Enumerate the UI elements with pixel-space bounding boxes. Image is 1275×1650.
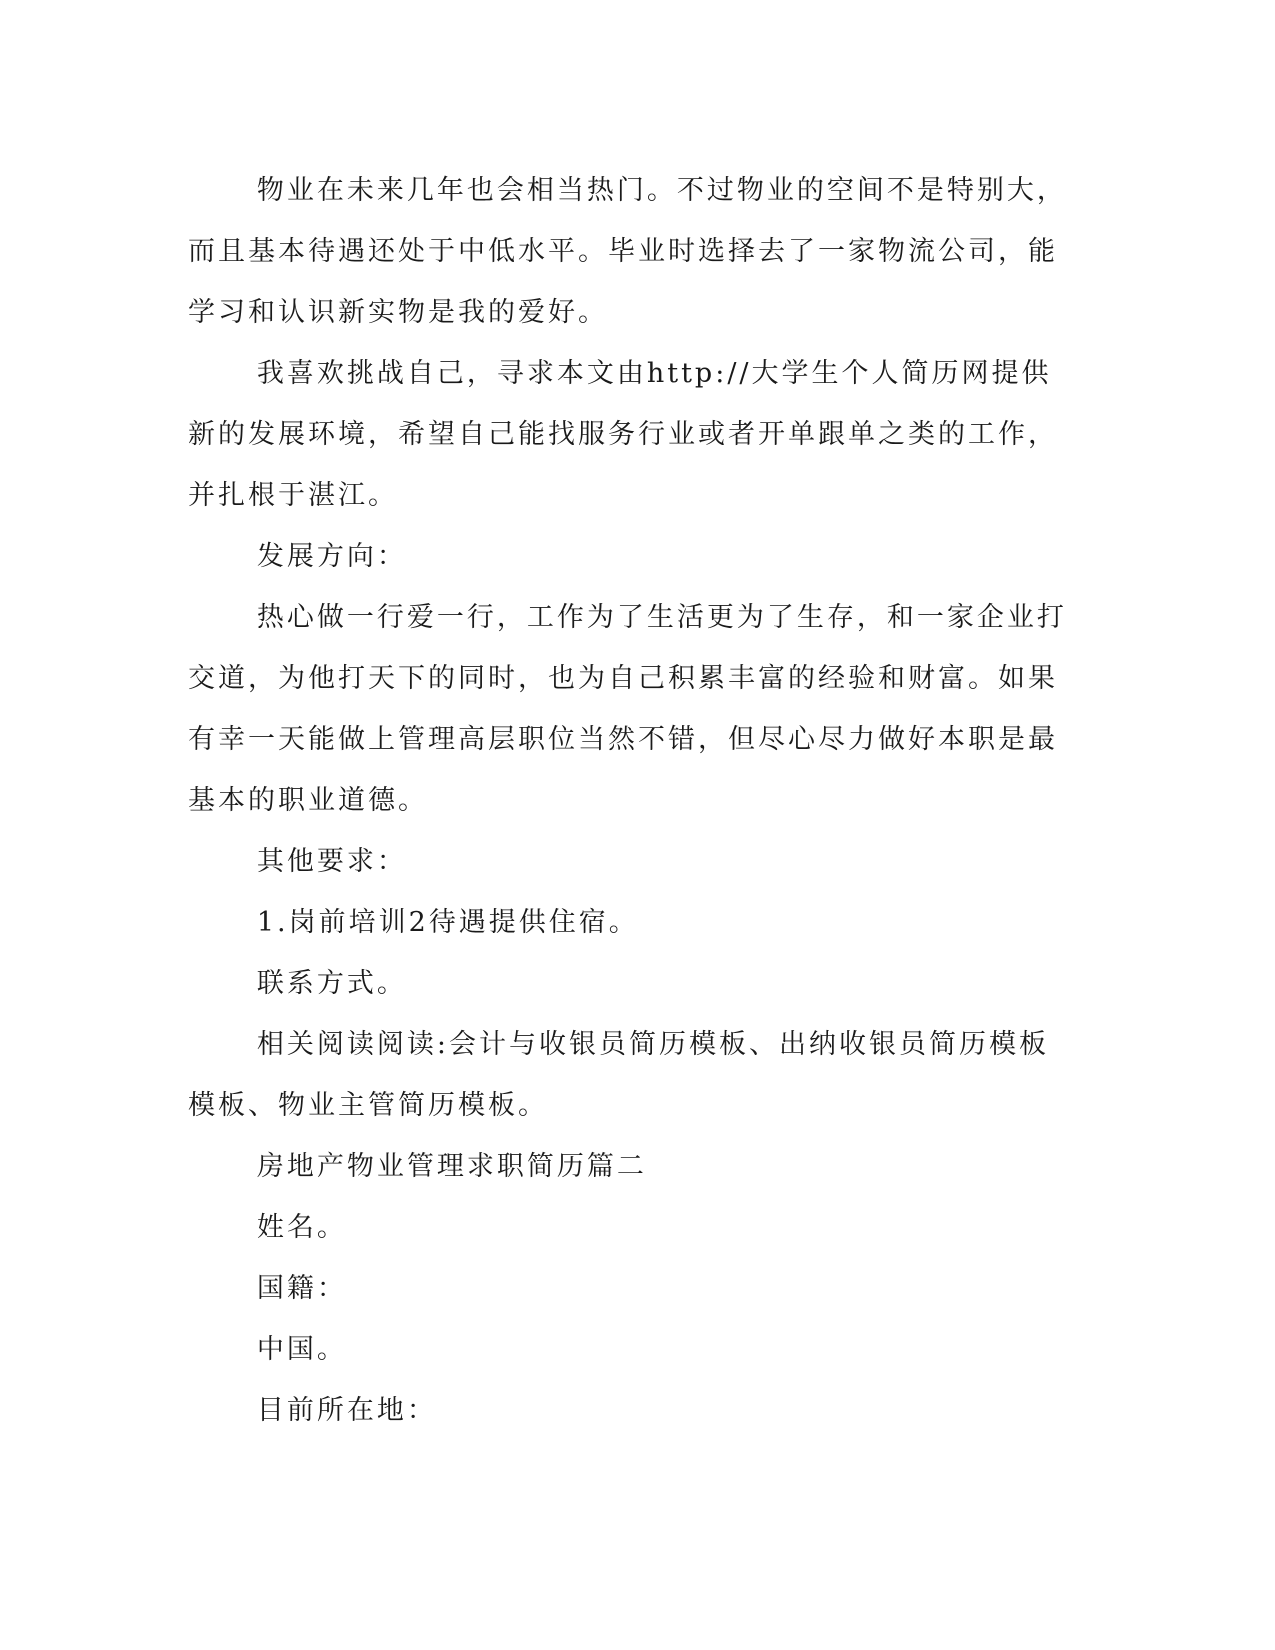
field-current-location-label: 目前所在地： — [256, 1395, 437, 1426]
heading-other-requirements: 其他要求： — [256, 846, 407, 877]
heading-contact-info: 联系方式。 — [256, 968, 407, 999]
heading-development-direction: 发展方向： — [256, 541, 407, 572]
paragraph-career-goal: 我喜欢挑战自己，寻求本文由http://大学生个人简历网提供新的发展环境，希望自己能找服务行业或者开单跟单之类的工作，并扎根于湛江。 — [188, 358, 1058, 511]
paragraph-property-outlook: 物业在未来几年也会相当热门。不过物业的空间不是特别大，而且基本待遇还处于中低水平。毕业时选择去了一家物流公司，能学习和认识新实物是我的爱好。 — [188, 175, 1067, 328]
field-nationality-label: 国籍： — [256, 1273, 347, 1304]
paragraph-development-direction: 热心做一行爱一行，工作为了生活更为了生存，和一家企业打交道，为他打天下的同时，也为自己积累丰富的经验和财富。如果有幸一天能做上管理高层职位当然不错，但尽心尽力做好本职是最基本的职业道德。 — [188, 602, 1067, 816]
paragraph-related-reading: 相关阅读阅读:会计与收银员简历模板、出纳收银员简历模板模板、物业主管简历模板。 — [188, 1029, 1049, 1121]
field-nationality-value: 中国。 — [256, 1334, 347, 1365]
field-name-label: 姓名。 — [256, 1212, 347, 1243]
section-title-resume-two: 房地产物业管理求职简历篇二 — [256, 1151, 647, 1182]
paragraph-requirements-item: 1.岗前培训2待遇提供住宿。 — [256, 907, 639, 938]
document-body — [188, 160, 1068, 1441]
